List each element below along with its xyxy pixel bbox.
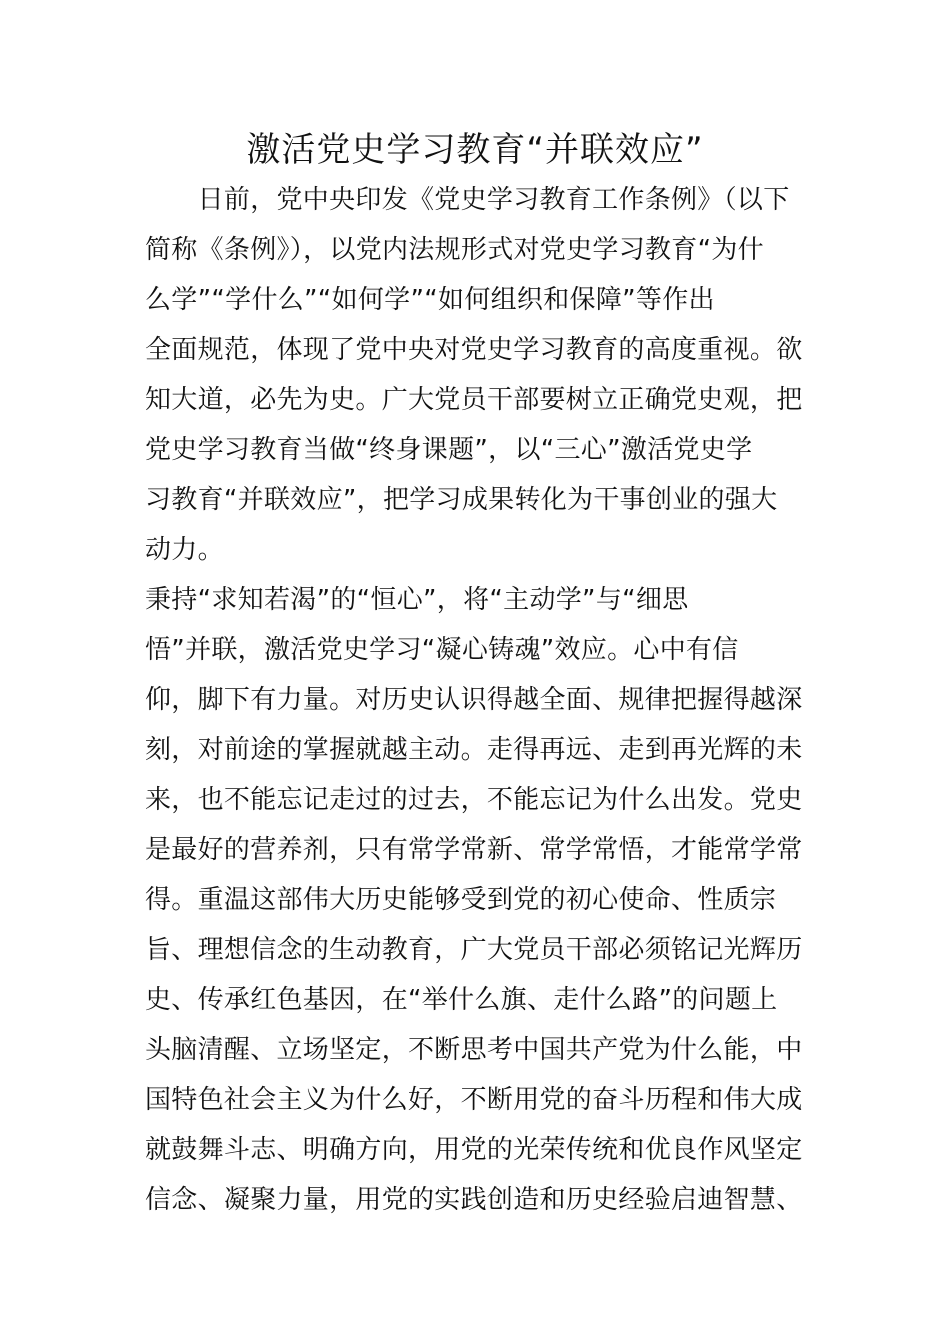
text-line-2: 简称《条例》），以党内法规形式对党史学习教育“为什 bbox=[145, 235, 764, 265]
text-line-20: 就鼓舞斗志、明确方向，用党的光荣传统和优良作风坚定 bbox=[145, 1135, 803, 1165]
text-line-7: 习教育“并联效应”，把学习成果转化为干事创业的强大 bbox=[145, 485, 778, 515]
text-line-21: 信念、凝聚力量，用党的实践创造和历史经验启迪智慧、 bbox=[145, 1185, 803, 1215]
text-line-12: 刻，对前途的掌握就越主动。走得再远、走到再光辉的未 bbox=[145, 735, 803, 765]
text-line-4: 全面规范，体现了党中央对党史学习教育的高度重视。欲 bbox=[145, 335, 803, 365]
text-line-5: 知大道，必先为史。广大党员干部要树立正确党史观，把 bbox=[145, 385, 803, 415]
text-line-18: 头脑清醒、立场坚定，不断思考中国共产党为什么能，中 bbox=[145, 1035, 803, 1065]
text-line-13: 来，也不能忘记走过的过去，不能忘记为什么出发。党史 bbox=[145, 785, 803, 815]
text-line-3: 么学”“学什么”“如何学”“如何组织和保障”等作出 bbox=[145, 285, 715, 315]
text-line-8: 动力。 bbox=[145, 535, 224, 565]
text-line-11: 仰，脚下有力量。对历史认识得越全面、规律把握得越深 bbox=[145, 685, 803, 715]
text-line-9: 秉持“求知若渴”的“恒心”，将“主动学”与“细思 bbox=[145, 585, 689, 615]
text-line-15: 得。重温这部伟大历史能够受到党的初心使命、性质宗 bbox=[145, 885, 777, 915]
document-title: 激活党史学习教育“并联效应” bbox=[246, 130, 704, 170]
text-line-10: 悟”并联，激活党史学习“凝心铸魂”效应。心中有信 bbox=[145, 635, 739, 665]
text-line-6: 党史学习教育当做“终身课题”，以“三心”激活党史学 bbox=[145, 435, 753, 465]
text-line-19: 国特色社会主义为什么好，不断用党的奋斗历程和伟大成 bbox=[145, 1085, 803, 1115]
text-line-16: 旨、理想信念的生动教育，广大党员干部必须铭记光辉历 bbox=[145, 935, 803, 965]
text-line-1: 日前，党中央印发《党史学习教育工作条例》（以下 bbox=[145, 185, 790, 215]
text-line-14: 是最好的营养剂，只有常学常新、常学常悟，才能常学常 bbox=[145, 835, 803, 865]
text-line-17: 史、传承红色基因，在“举什么旗、走什么路”的问题上 bbox=[145, 985, 778, 1015]
